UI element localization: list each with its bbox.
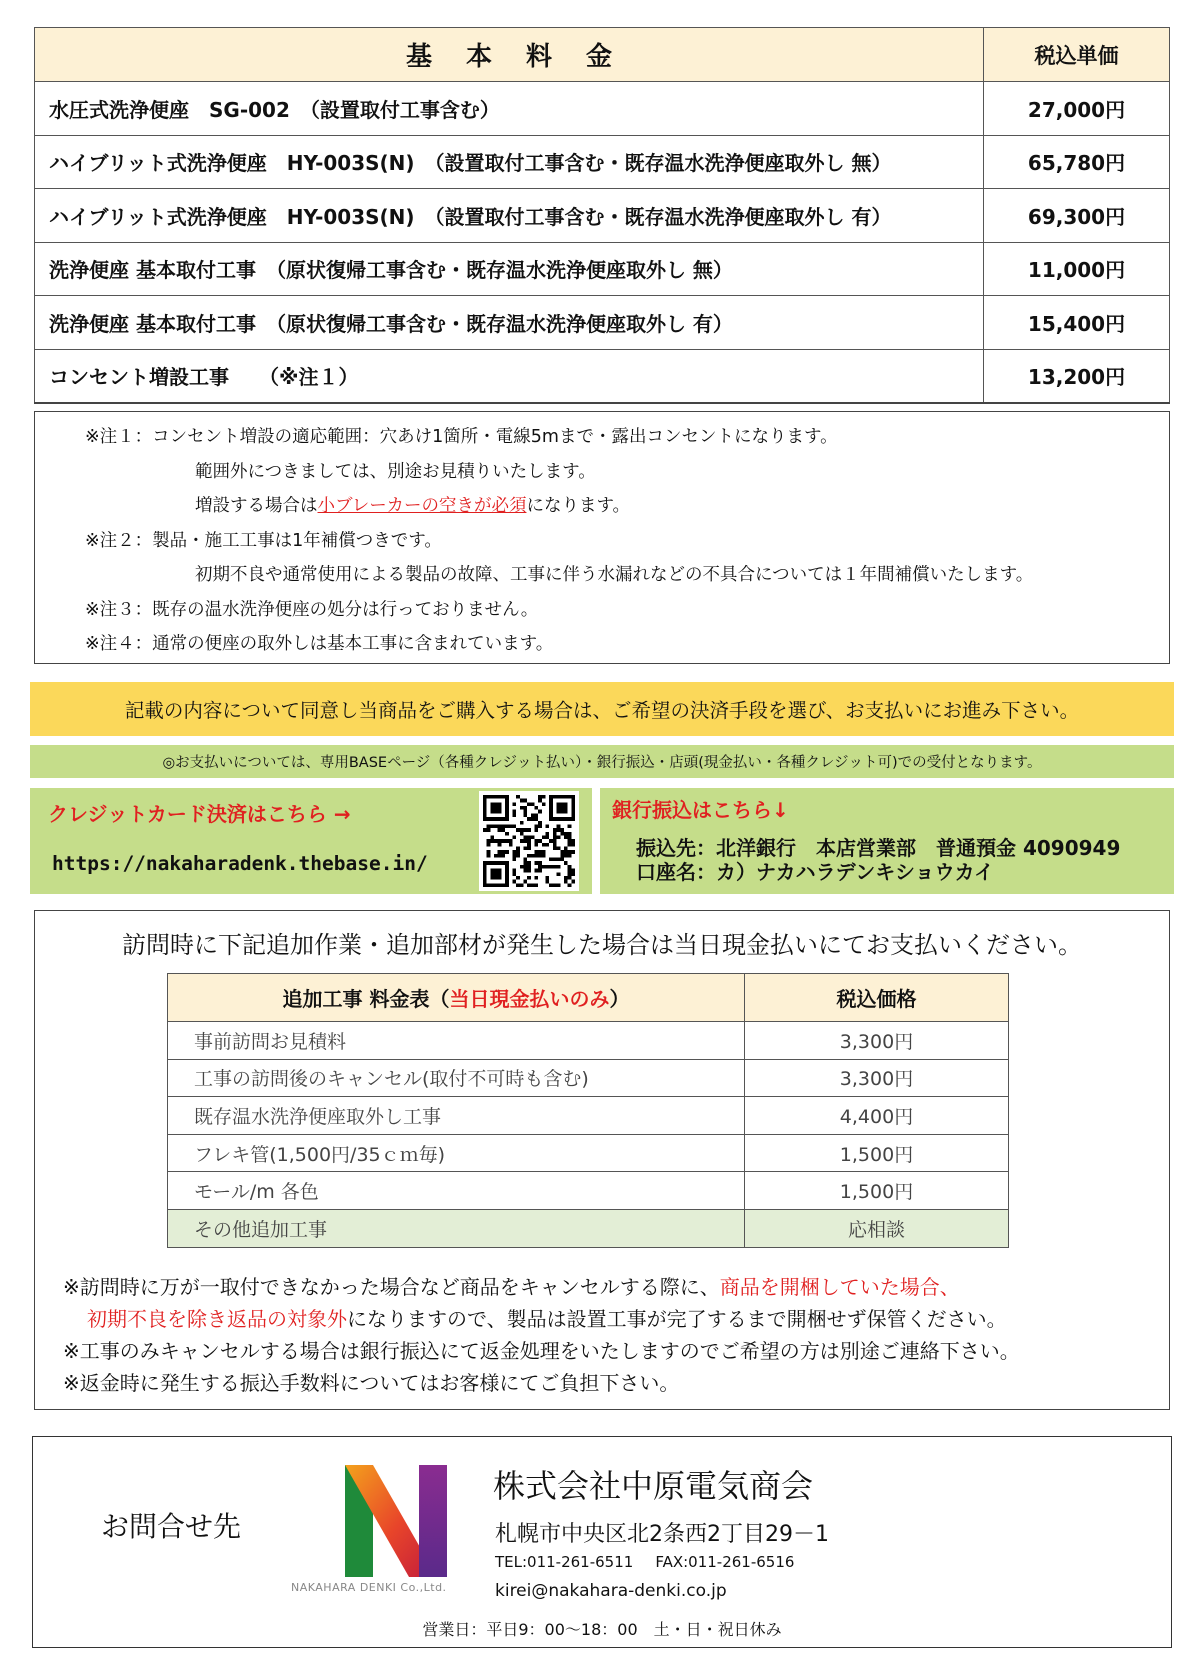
table-row (35, 349, 1170, 403)
payment-info: ◎お支払いについては、専用BASEページ（各種クレジット払い）・銀行振込・店頭(現金払い・各種クレジット可)での受付となります。 (30, 745, 1174, 778)
credit-card-title: クレジットカード決済はこちら → (48, 802, 351, 826)
work-amount: 1,500円 (745, 1134, 1009, 1172)
work-name: 既存温水洗浄便座取外し工事 (168, 1097, 745, 1135)
cancel-note-2-post: になりますので、製品は設置工事が完了するまで開梱せず保管ください。 (347, 1307, 1007, 1331)
price-value: 15,400円 (984, 296, 1170, 350)
work-amount: 1,500円 (745, 1172, 1009, 1210)
cancel-note-3: ※工事のみキャンセルする場合は銀行振込にて返金処理をいたしますのでご希望の方は別途ご連絡下さい。 (63, 1339, 1020, 1363)
table-row (168, 1172, 1009, 1210)
note-1-line-3 (85, 489, 1169, 524)
company-name: 株式会社中原電気商会 (493, 1467, 814, 1505)
work-name: モール/m 各色 (168, 1172, 745, 1210)
note-1-line-2: 範囲外につきましては、別途お見積りいたします。 (195, 461, 596, 482)
table-row (35, 82, 1170, 136)
additional-work-heading: 訪問時に下記追加作業・追加部材が発生した場合は当日現金払いにてお支払いください。 (122, 931, 1082, 959)
work-amount: 4,400円 (745, 1097, 1009, 1135)
table-row (35, 189, 1170, 243)
table-row (35, 242, 1170, 296)
note-1-line-3-post: になります。 (526, 496, 631, 516)
table-row (168, 1022, 1009, 1060)
bank-transfer-title: 銀行振込はこちら↓ (612, 798, 789, 822)
additional-header-label (168, 974, 745, 1022)
price-table-header (35, 28, 1170, 82)
additional-work-table (167, 973, 1009, 1248)
company-address: 札幌市中央区北2条西2丁目29－1 (495, 1522, 829, 1547)
table-row (35, 135, 1170, 189)
company-logo-icon (333, 1459, 463, 1579)
note-1-line-3-pre: 増設する場合は (195, 496, 318, 516)
price-item: 洗浄便座 基本取付工事 （原状復帰工事含む・既存温水洗浄便座取外し 無） (35, 242, 984, 296)
price-table (34, 27, 1170, 404)
price-item: ハイブリット式洗浄便座 HY-003S(N) （設置取付工事含む・既存温水洗浄便座取外し 無） (35, 135, 984, 189)
price-value: 65,780円 (984, 135, 1170, 189)
email-address[interactable]: kirei@nakahara-denki.co.jp (495, 1581, 727, 1601)
work-name: フレキ管(1,500円/35ｃｍ毎) (168, 1134, 745, 1172)
credit-card-panel (30, 788, 592, 894)
work-amount: 3,300円 (745, 1022, 1009, 1060)
additional-work-box (34, 910, 1170, 1410)
bank-account-info: 振込先：北洋銀行 本店営業部 普通預金 4090949 (636, 836, 1121, 860)
header-label-post: ） (609, 987, 630, 1011)
price-item: ハイブリット式洗浄便座 HY-003S(N) （設置取付工事含む・既存温水洗浄便座取外し 有） (35, 189, 984, 243)
header-label-pre: 追加工事 料金表（ (282, 987, 450, 1011)
note-2-line-2: 初期不良や通常使用による製品の故障、工事に伴う水漏れなどの不具合については１年間補償いたします。 (195, 565, 1034, 585)
work-amount: 応相談 (745, 1209, 1009, 1247)
fax-number: FAX:011-261-6516 (655, 1553, 795, 1571)
contact-box (32, 1436, 1172, 1648)
note-4: ※注４：通常の便座の取外しは基本工事に含まれています。 (85, 634, 554, 654)
work-name: 工事の訪問後のキャンセル(取付不可時も含む) (168, 1059, 745, 1097)
cancel-note-1 (63, 1271, 1020, 1303)
table-row (35, 296, 1170, 350)
logo-caption: NAKAHARA DENKI Co.,Ltd. (291, 1581, 447, 1594)
work-amount: 3,300円 (745, 1059, 1009, 1097)
note-3: ※注３：既存の温水洗浄便座の処分は行っておりません。 (85, 599, 539, 620)
work-name: 事前訪問お見積料 (168, 1022, 745, 1060)
cancel-note-2 (63, 1303, 1020, 1335)
bank-account-name: 口座名：カ）ナカハラデンキショウカイ (636, 860, 994, 884)
table-row (168, 1059, 1009, 1097)
cash-only-text: 当日現金払いのみ (449, 987, 610, 1011)
cancel-note-1-pre: ※訪問時に万が一取付できなかった場合など商品をキャンセルする際に、 (63, 1275, 720, 1299)
cancel-note-1-red: 商品を開梱していた場合、 (719, 1275, 960, 1299)
note-2-line-1: ※注２：製品・施工工事は1年補償つきです。 (85, 530, 442, 551)
price-item: コンセント増設工事 （※注１） (35, 349, 984, 403)
price-value: 69,300円 (984, 189, 1170, 243)
work-name: その他追加工事 (168, 1209, 745, 1247)
additional-table-header (168, 974, 1009, 1022)
price-header-price: 税込単価 (984, 28, 1170, 82)
cancel-note-2-red: 初期不良を除き返品の対象外 (87, 1307, 347, 1331)
breaker-required-text: 小ブレーカーの空きが必須 (317, 496, 527, 516)
price-header-label: 基本料金 (35, 28, 984, 82)
business-hours: 営業日：平日9：00〜18：00 土・日・祝日休み (422, 1620, 782, 1639)
base-shop-link[interactable]: https://nakaharadenk.thebase.in/ (52, 852, 428, 875)
table-row-other (168, 1209, 1009, 1247)
price-item: 水圧式洗浄便座 SG-002 （設置取付工事含む） (35, 82, 984, 136)
price-item: 洗浄便座 基本取付工事 （原状復帰工事含む・既存温水洗浄便座取外し 有） (35, 296, 984, 350)
price-value: 13,200円 (984, 349, 1170, 403)
notes-box (34, 411, 1170, 664)
qr-code-icon[interactable] (479, 791, 579, 891)
note-1-line-1: ※注１：コンセント増設の適応範囲：穴あけ1箇所・電線5mまで・露出コンセントになります。 (85, 427, 838, 447)
table-row (168, 1134, 1009, 1172)
tel-fax (495, 1553, 816, 1571)
table-row (168, 1097, 1009, 1135)
price-value: 11,000円 (984, 242, 1170, 296)
contact-label: お問合せ先 (101, 1510, 242, 1543)
tel-number[interactable]: TEL:011-261-6511 (495, 1553, 634, 1571)
cancellation-notes (63, 1271, 1020, 1399)
price-value: 27,000円 (984, 82, 1170, 136)
bank-transfer-panel (600, 788, 1174, 894)
consent-banner: 記載の内容について同意し当商品をご購入する場合は、ご希望の決済手段を選び、お支払いにお進み下さい。 (30, 682, 1174, 736)
cancel-note-4: ※返金時に発生する振込手数料についてはお客様にてご負担下さい。 (63, 1371, 680, 1395)
additional-header-price: 税込価格 (745, 974, 1009, 1022)
